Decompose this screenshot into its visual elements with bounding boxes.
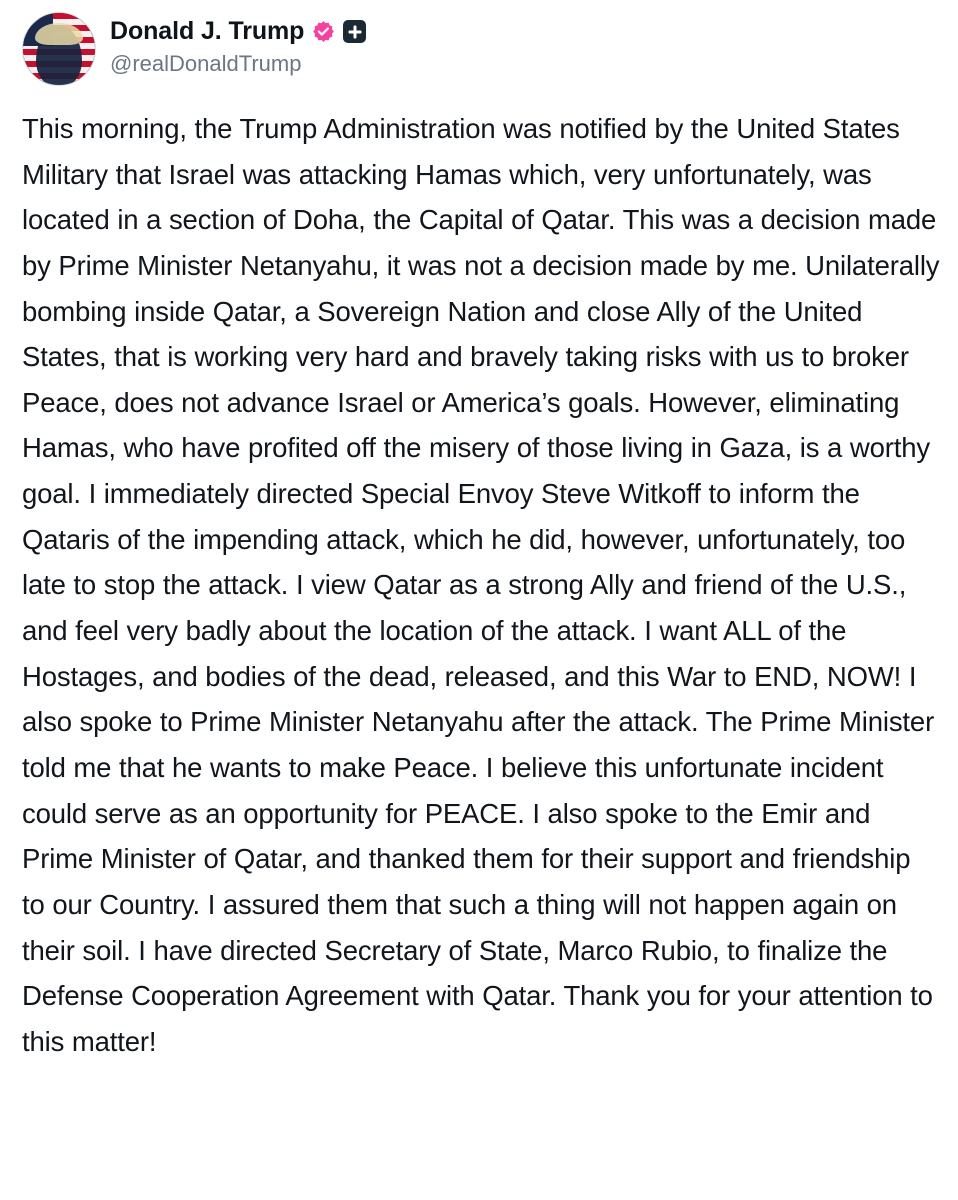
avatar[interactable] (22, 12, 96, 86)
author-handle[interactable]: @realDonaldTrump (110, 50, 302, 76)
post-header (22, 10, 940, 86)
author-name-row (110, 18, 366, 46)
author-display-name[interactable]: Donald J. Trump (110, 17, 305, 45)
verified-badge-icon (312, 20, 335, 43)
plus-badge-icon (343, 20, 366, 43)
post-text: This morning, the Trump Administration was notified by the United States Military that Israel was attacking Hamas which, very unfortunately, was located in a section of Doha, the Capital of Qatar. This was a decision made by Prime Minister Netanyahu, it was not a decision made by me. Unilaterally bombing inside Qatar, a Sovereign Nation and close Ally of the United States, that is working very hard and bravely taking risks with us to broker Peace, does not advance Israel or America’s goals. However, eliminating Hamas, who have profited off the misery of those living in Gaza, is a worthy goal. I immediately directed Special Envoy Steve Witkoff to inform the Qataris of the impending attack, which he did, however, unfortunately, too late to stop the attack. I view Qatar as a strong Ally and friend of the U.S., and feel very badly about the location of the attack. I want ALL of the Hostages, and bodies of the dead, released, and this War to END, NOW! I also spoke to Prime Minister Netanyahu after the attack. The Prime Minister told me that he wants to make Peace. I believe this unfortunate incident could serve as an opportunity for PEACE. I also spoke to the Emir and Prime Minister of Qatar, and thanked them for their support and friendship to our Country. I assured them that such a thing will not happen again on their soil. I have directed Secretary of State, Marco Rubio, to finalize the Defense Cooperation Agreement with Qatar. Thank you for your attention to this matter! (22, 113, 940, 1057)
author-info (110, 12, 366, 77)
